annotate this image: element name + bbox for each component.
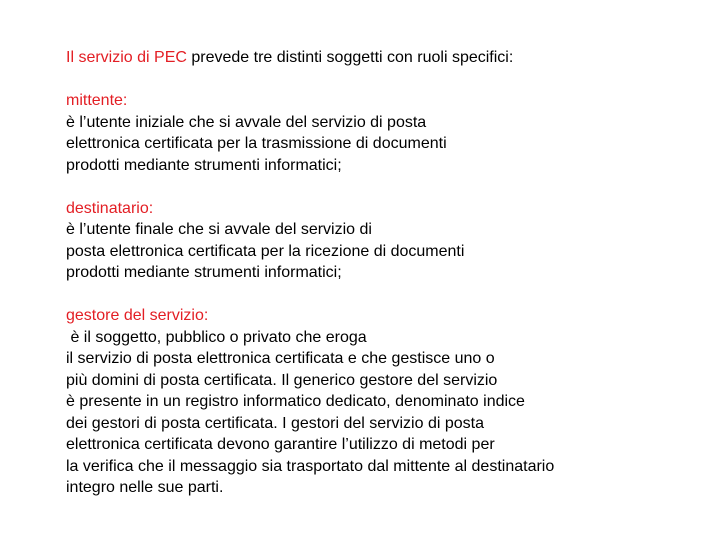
section-line: più domini di posta certificata. Il generico gestore del servizio: [66, 371, 498, 389]
section-line: è il soggetto, pubblico o privato che eroga: [66, 328, 367, 346]
section-gestore: [66, 305, 706, 499]
section-destinatario: [66, 198, 706, 284]
intro-line: [66, 47, 706, 69]
spacer: [66, 69, 706, 91]
section-title: gestore del servizio:: [66, 307, 209, 324]
section-line: la verifica che il messaggio sia trasportato dal mittente al destinatario: [66, 457, 555, 475]
section-line: il servizio di posta elettronica certificata e che gestisce uno o: [66, 350, 495, 367]
section-title: destinatario:: [66, 199, 154, 217]
section-line: integro nelle sue parti.: [66, 479, 224, 496]
section-line: è presente in un registro informatico dedicato, denominato indice: [66, 393, 525, 410]
section-line: posta elettronica certificata per la ricezione di documenti: [66, 242, 465, 260]
section-mittente: [66, 90, 706, 176]
section-line: prodotti mediante strumenti informatici;: [66, 156, 342, 174]
section-line: elettronica certificata devono garantire l’utilizzo di metodi per: [66, 436, 495, 453]
section-title: mittente:: [66, 92, 128, 109]
intro-text: prevede tre distinti soggetti con ruoli specifici:: [186, 49, 514, 66]
section-line: prodotti mediante strumenti informatici;: [66, 264, 342, 281]
intro-highlight: Il servizio di PEC: [66, 49, 187, 66]
section-line: è l’utente finale che si avvale del servizio di: [66, 221, 372, 238]
slide-content: [66, 47, 706, 499]
section-line: dei gestori di posta certificata. I gestori del servizio di posta: [66, 414, 484, 432]
section-line: elettronica certificata per la trasmissione di documenti: [66, 135, 447, 152]
spacer: [66, 284, 706, 306]
spacer: [66, 176, 706, 198]
section-line: è l’utente iniziale che si avvale del servizio di posta: [66, 113, 427, 131]
